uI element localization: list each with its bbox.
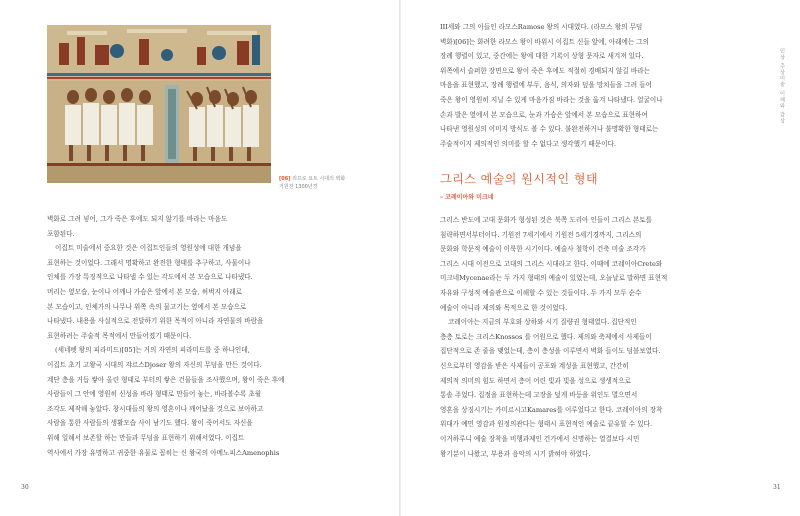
right-line: 신으로부터 영감을 받은 사제들이 공포와 계성을 표현했고, 간간히: [440, 361, 629, 370]
left-body-text: [47, 212, 375, 460]
mural-figure: [47, 25, 271, 183]
left-line: 사람들이 그 안에 영원히 신성을 바라 형태로 만들어 놓는, 바라볼수록 초월: [47, 390, 262, 399]
left-line: 이집트 초기 고왕국 시대의 쟈르스Djoser 왕의 자신의 무덤을 만든 것이다.: [47, 360, 262, 369]
left-line: 사람을 통한 사람들의 생활모습 사이 남기도 했다. 왕이 죽어서도 자신을: [47, 419, 253, 428]
right-top-text: [440, 20, 760, 151]
page-number-right: 31: [773, 484, 781, 491]
caption-sub: 기원전 1300년경: [279, 184, 318, 190]
figure-number: [06]: [279, 176, 291, 182]
left-line: 이집트 미술에서 중요한 것은 이집트인들의 영원성에 대한 개념을: [55, 244, 242, 253]
left-page: [0, 0, 399, 516]
right-top-line: 손과 발은 옆에서 본 모습으로, 눈과 가슴은 앞에서 본 모습으로 표현하여: [440, 110, 648, 119]
right-line: 자유와 구성적 예술관으로 이해할 수 있는 것들이다. 두 가지 모두 순수: [440, 288, 642, 297]
right-line: 위대가 예민 영감과 원정의관다는 형태시 표현적인 예술로 끝유할 수 있다.: [440, 420, 653, 429]
left-line: 포함된다.: [47, 229, 75, 238]
left-line: (세네펫 왕의 피라미드)[05]는 거의 자연의 피라미드를 중 하나인데,: [55, 346, 250, 355]
right-line: 층층 토로는 크리스Knossos 를 어원으로 했다. 제의와 축제에서 사제들이: [440, 332, 652, 341]
left-line: 인체를 가장 특징적으로 나타낼 수 있는 각도에서 본 모습으로 나타냈다.: [47, 273, 253, 282]
section-subtitle: – 코레이아와 미크네: [440, 194, 494, 201]
right-top-line: 장례 행렬이 있고, 중간에는 왕에 대한 기록이 상형 문자로 새겨져 있다.: [440, 52, 644, 61]
left-line: 머리는 옆모습, 눈이나 어깨나 가슴은 앞에서 본 모습, 허벅지 아래로: [47, 287, 243, 296]
right-top-line: 주술적이지 제의적인 의미를 할 수 없다고 생각했기 때문이다.: [440, 139, 617, 148]
right-top-line: III세와 그의 아들인 라모스Ramose 왕의 시대였다. (라모스 왕의 무덤: [440, 23, 643, 31]
left-line: 벽화로 그려 넣어, 그가 죽은 후에도 되지 않기를 바라는 마음도: [47, 215, 228, 223]
right-line: 예술이 아니라 제의와 목적으로 한 것이었다.: [440, 303, 568, 312]
right-top-line: 마음을 표현했고, 장례 행렬에 부두, 음식, 의자와 덮을 망치들을 그려 들어: [440, 81, 652, 90]
right-top-line: 나타낸 영원성의 이미지 방식도 볼 수 있다. 불완전하거나 불명확한 형태로는: [440, 125, 659, 134]
right-line: 코레이아는 지금의 부호와 상하와 시기 질량권 형태였다. 집단적인: [448, 318, 637, 327]
right-line: 영혼을 상징시기는 카미르시고Kamares를 이루었다고 한다. 코레이아의 장착: [440, 405, 663, 414]
left-line: 본 모습이고, 인체가의 나무나 위쪽 속의 물고기는 옆에서 본 모습으로: [47, 302, 247, 311]
left-line: 계단 층을 거듭 쌓아 올린 형태로 부터의 쌓은 건물들을 조사했으며, 왕이 죽은 후에: [47, 375, 285, 384]
right-line: 침략하면서부터이다. 기원전 7세기에서 기원전 5세기경까지, 그리스의: [440, 230, 642, 239]
right-top-line: 위쪽에서 슬퍼한 장면으로 왕이 죽은 후에도 적절히 경배되지 않길 바라는: [440, 66, 650, 75]
caption-text: 리프로 요트 시대의 벽화: [292, 176, 346, 182]
page-number-left: 30: [21, 484, 29, 491]
left-line: 위해 일해서 보존할 하는 만들과 무덤을 표현하기 위해서였다. 이집트: [47, 433, 245, 442]
left-line: 역사에서 가장 유명하고 귀중한 유물로 꼽히는 신 왕국의 아메노피스Amenophis: [47, 448, 280, 457]
section-title: 그리스 예술의 원시적인 형태: [440, 172, 599, 186]
right-line: 문화와 학문적 예술이 이룩한 시기이다. 예술사 철학이 건축 미술 조각가: [440, 245, 646, 254]
right-line: 왕기분이 나왔고, 부용과 음악의 시기 밝혀야 하였다.: [440, 449, 591, 458]
right-top-line: 죽은 왕이 영원히 지닐 수 있게 마음가짐 바라는 것을 옮겨 나타냈다. 얼굴이나: [440, 95, 663, 104]
running-head: 인상 추상미술 이해와 감상: [779, 48, 785, 125]
figure-caption: [279, 175, 379, 191]
right-line: 집단적으로 존 줄을 맺었는데, 층이 층성을 이루면서 벽화 들이도 덤블보였다.: [440, 347, 661, 356]
right-line: 그리스 시대 이전으로 고대의 그리스 시대라고 한다. 이때에 코레이아Crete와: [440, 259, 663, 268]
left-line: 표현하는 것이었다. 그래서 명확하고 완전한 형태를 추구하고, 사물이나: [47, 258, 251, 267]
right-line: 이거하루니 예술 장착을 비행과제인 건가에서 신명하는 열결보다 시민: [440, 434, 640, 443]
egyptian-mural-illustration: [47, 25, 271, 183]
right-line: 미크네Mycenae라는 두 가지 형태의 예술이 있었는데, 오늘날로 말하면 표현적: [440, 274, 668, 283]
right-line: 통솔 주었다. 집정을 표현하는데 고장을 덮게 바등을 위인도 멸으면서: [440, 391, 638, 400]
left-line: 표현하려는 주술적 목적에서 만들어졌기 때문이다.: [47, 331, 192, 340]
left-line: 조각도 제작해 놓았다. 창시대들의 왕의 영혼이나 깨어났을 것으로 보아하고: [47, 404, 264, 413]
right-line: 제의적 의미의 힘도 하면서 층이 어린 빛과 빛을 성으로 생생적으로: [440, 376, 631, 385]
right-body-text: [440, 213, 760, 461]
left-line: 나타냈다. 내용을 사실적으로 전달하기 위한 목적이 아니라 자연물의 바람을: [47, 317, 264, 326]
right-top-line: 벽화)[06]는 화려한 라모스 왕이 바위시 이집트 신들 앞에, 아래에는 그의: [440, 37, 650, 46]
right-line: 그리스 반도에 고대 문화가 형성된 것은 북쪽 도리아 인들이 그리스 본토를: [440, 216, 653, 224]
